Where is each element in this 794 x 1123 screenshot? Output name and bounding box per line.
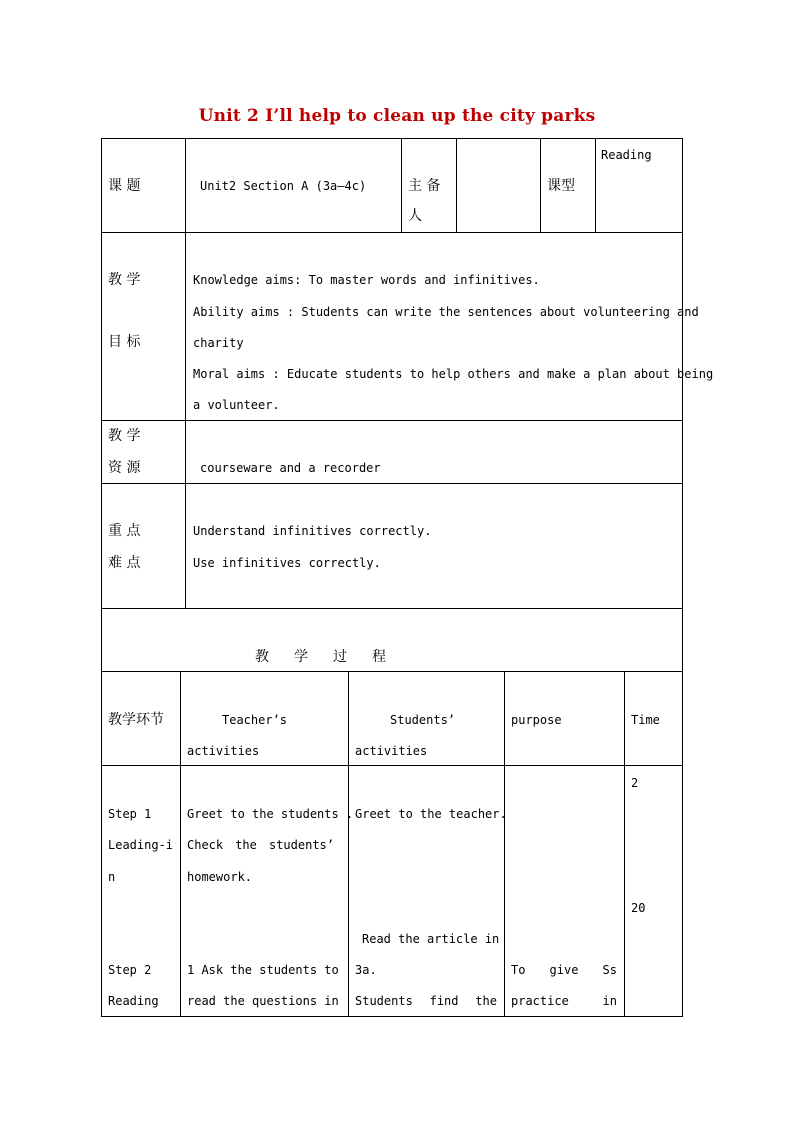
step1-stage: Step 1 [108, 807, 152, 821]
step2-time: 20 [631, 901, 646, 915]
text-fragment: in [602, 994, 617, 1008]
lesson-type-label: 课型 [547, 178, 575, 194]
key-point-understand: Understand infinitives correctly. [193, 524, 432, 538]
text-fragment: Ss [602, 963, 617, 977]
row-divider [101, 420, 683, 421]
step2-stage: Step 2 [108, 963, 152, 977]
column-divider [504, 671, 505, 1016]
step2-purpose-line2 [511, 994, 617, 1008]
process-heading: 教学过程 [255, 649, 411, 665]
column-divider [401, 138, 402, 232]
text-fragment: the [475, 994, 497, 1008]
document-title: Unit 2 I’ll help to clean up the city parks [198, 106, 596, 126]
column-header-stage: 教学环节 [108, 712, 164, 728]
text-fragment: Check [187, 838, 224, 852]
column-header-teacher-continued: activities [187, 744, 260, 758]
step1-teacher-activity: Greet to the students . [187, 807, 354, 821]
lesson-type-value: Reading [601, 148, 652, 162]
objectives-label-continued: 目 标 [108, 334, 141, 350]
column-divider [348, 671, 349, 1016]
step2-student-activity-line3 [355, 994, 497, 1008]
row-divider [101, 671, 683, 672]
resources-label: 教 学 [108, 428, 141, 444]
text-fragment: students’ [268, 838, 334, 852]
column-header-teacher: Teacher’s [222, 713, 288, 727]
preparer-label: 主 备 [408, 178, 441, 194]
step2-student-activity: Read the article in [362, 932, 500, 946]
column-divider [456, 138, 457, 232]
row-divider [101, 608, 683, 609]
objective-ability-continued: charity [193, 336, 244, 350]
text-fragment: the [235, 838, 257, 852]
topic-label: 课 题 [108, 178, 141, 194]
table-border-bottom [101, 1016, 683, 1017]
column-header-purpose: purpose [511, 713, 562, 727]
column-divider [624, 671, 625, 1016]
topic-value: Unit2 Section A (3a—4c) [200, 179, 367, 193]
key-points-label-continued: 难 点 [108, 555, 141, 571]
objective-moral-continued: a volunteer. [193, 398, 280, 412]
step2-teacher-activity-line2: read the questions in [187, 994, 339, 1008]
step1-teacher-activity-line2 [187, 838, 334, 852]
resources-value: courseware and a recorder [200, 461, 381, 475]
column-header-students: Students’ [390, 713, 456, 727]
column-header-students-continued: activities [355, 744, 428, 758]
row-divider [101, 232, 683, 233]
table-border-right [682, 138, 683, 1017]
key-points-label: 重 点 [108, 523, 141, 539]
resources-label-continued: 资 源 [108, 460, 141, 476]
step2-student-activity-line2: 3a. [355, 963, 377, 977]
step1-teacher-activity-line3: homework. [187, 870, 253, 884]
objective-moral: Moral aims : Educate students to help others and make a plan about being [193, 367, 714, 381]
column-header-time: Time [631, 713, 660, 727]
preparer-label-continued: 人 [408, 208, 422, 224]
step1-stage-name-continued: n [108, 870, 116, 884]
objective-ability: Ability aims : Students can write the sentences about volunteering and [193, 305, 699, 319]
row-divider [101, 765, 683, 766]
step1-stage-name: Leading-i [108, 838, 174, 852]
key-point-use: Use infinitives correctly. [193, 556, 381, 570]
column-divider [185, 138, 186, 608]
row-divider [101, 483, 683, 484]
table-border-left [101, 138, 102, 1017]
column-divider [180, 671, 181, 1016]
objectives-label: 教 学 [108, 272, 141, 288]
column-divider [540, 138, 541, 232]
text-fragment: give [549, 963, 579, 977]
text-fragment: find [429, 994, 459, 1008]
text-fragment: Students [355, 994, 413, 1008]
step2-stage-name: Reading [108, 994, 159, 1008]
objective-knowledge: Knowledge aims: To master words and infinitives. [193, 273, 540, 287]
step2-purpose [511, 963, 617, 977]
step2-teacher-activity: 1 Ask the students to [187, 963, 339, 977]
column-divider [595, 138, 596, 232]
step1-time: 2 [631, 776, 639, 790]
text-fragment: To [511, 963, 526, 977]
text-fragment: practice [511, 994, 569, 1008]
step1-student-activity: Greet to the teacher. [355, 807, 507, 821]
